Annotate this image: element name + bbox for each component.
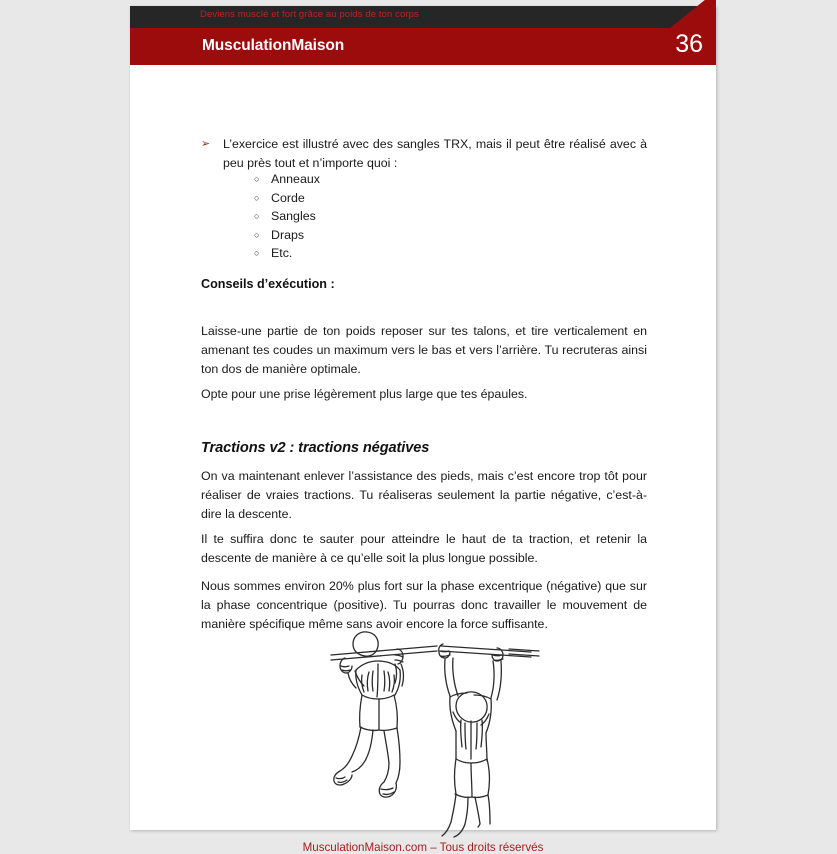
document-page (130, 6, 716, 854)
section-paragraph-3: Nous sommes environ 20% plus fort sur la phase excentrique (négative) que sur la phase concentrique (positive). Tu pourras donc travailler le mouvement de manière spécifique même sans avoir encore la force suffisante. (201, 579, 647, 631)
section-paragraph-2: Il te suffira donc te sauter pour atteindre le haut de ta traction, et retenir la descente de manière à ce qu’elle soit la plus longue possible. (201, 532, 647, 565)
arrow-bullet-icon: ➢ (201, 138, 211, 150)
list-item-label: Sangles (271, 209, 316, 224)
section-heading: Tractions v2 : tractions négatives (201, 440, 430, 456)
circle-bullet-icon: ○ (254, 174, 260, 184)
equipment-bullet-text: L’exercice est illustré avec des sangles TRX, mais il peut être réalisé avec à peu près tout et n’importe quoi : (223, 137, 647, 170)
equipment-bullet (201, 135, 647, 172)
list-item-label: Etc. (271, 246, 293, 261)
tips-paragraph-2: Opte pour une prise légèrement plus large que tes épaules. (201, 387, 528, 401)
list-item (254, 244, 554, 263)
circle-bullet-icon: ○ (254, 248, 260, 259)
circle-bullet-icon: ○ (254, 229, 260, 240)
tips-heading: Conseils d’exécution : (201, 277, 335, 291)
brand-title: MusculationMaison (202, 37, 345, 54)
tips-paragraph-1: Laisse-une partie de ton poids reposer sur tes talons, et tire verticalement en amenant tes coudes un maximum vers le bas et vers l’arrière. Tu recruteras ainsi ton dos de manière optimale. (201, 324, 647, 376)
list-item (254, 170, 554, 189)
list-item (254, 189, 554, 208)
list-item-label: Anneaux (271, 172, 320, 186)
pullup-illustration (325, 628, 545, 824)
list-item-label: Draps (271, 227, 305, 242)
list-item (254, 207, 554, 226)
page-number-corner (624, 0, 716, 65)
section-paragraph-1: On va maintenant enlever l’assistance des pieds, mais c’est encore trop tôt pour réaliser de vraies tractions. Tu réaliseras seulement la partie négative, c’est-à-dire la descente. (201, 469, 647, 521)
list-item-label: Corde (271, 190, 305, 205)
site-tagline: Deviens musclé et fort grâce au poids de ton corps (200, 9, 419, 20)
page-number: 36 (675, 30, 703, 58)
equipment-sublist (254, 170, 554, 263)
circle-bullet-icon: ○ (254, 192, 260, 203)
circle-bullet-icon: ○ (254, 211, 260, 222)
footer-copyright: MusculationMaison.com – Tous droits réservés (302, 841, 544, 854)
list-item (254, 226, 554, 245)
